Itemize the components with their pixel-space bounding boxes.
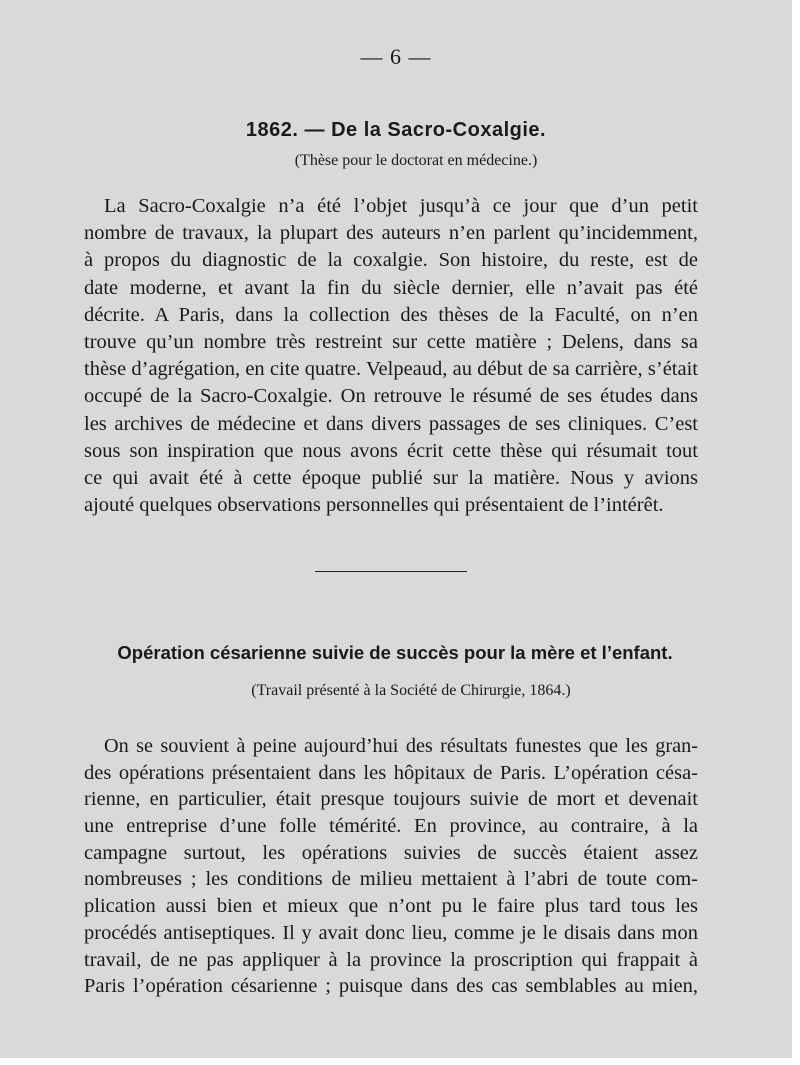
text-line: plication aussi bien et mieux que n’ont pu le faire plus tard tous les [84,895,698,918]
text-line: procédés antiseptiques. Il y avait donc lieu, comme je le disais dans mon [84,921,698,944]
text-line: La Sacro-Coxalgie n’a été l’objet jusqu’à ce jour que d’un petit [104,195,698,217]
paragraph-operation-cesarienne [84,733,698,1000]
text-line: occupé de la Sacro-Coxalgie. On retrouve le résumé de ses études dans [84,385,698,408]
paragraph-sacro-coxalgie [84,193,698,519]
text-line: nombre de travaux, la plupart des auteurs n’en parlent qu’incidemment, [84,222,698,245]
text-line: ce qui avait été à cette époque publié sur la matière. Nous y avions [84,466,698,489]
text-line: des opérations présentaient dans les hôpitaux de Paris. L’opération césa- [84,761,698,784]
text-line: On se souvient à peine aujourd’hui des résultats funestes que les gran- [104,735,698,757]
text-line: thèse d’agrégation, en cite quatre. Velpeaud, au début de sa carrière, s’était [84,358,698,381]
section-heading-sacro-coxalgie: 1862. — De la Sacro-Coxalgie. [245,119,547,141]
text-line: trouve qu’un nombre très restreint sur cette matière ; Delens, dans sa [84,330,698,353]
text-line: ajouté quelques observations personnelles qui présentaient de l’intérêt. [84,494,664,517]
text-line: travail, de ne pas appliquer à la province la proscription qui frappait à [84,948,698,971]
text-line: décrite. A Paris, dans la collection des thèses de la Faculté, on n’en [84,303,698,326]
text-line: date moderne, et avant la fin du siècle dernier, elle n’avait pas été [84,276,698,299]
text-line: à propos du diagnostic de la coxalgie. Son histoire, du reste, est de [84,249,698,272]
section-divider [315,571,467,572]
text-line: sous son inspiration que nous avons écrit cette thèse qui résumait tout [84,439,698,462]
section-subheading-these: (Thèse pour le doctorat en médecine.) [294,152,538,169]
section-heading-operation-cesarienne: Opération césarienne suivie de succès pour la mère et l’enfant. [117,642,673,663]
text-line: rienne, en particulier, était presque toujours suivie de mort et devenait [84,788,698,811]
section-subheading-travail: (Travail présenté à la Société de Chirurgie, 1864.) [251,682,571,699]
text-line: les archives de médecine et dans divers passages de ses cliniques. C’est [84,412,698,435]
text-line: nombreuses ; les conditions de milieu mettaient à l’abri de toute com- [84,868,698,891]
text-line: Paris l’opération césarienne ; puisque dans des cas semblables au mien, [84,975,698,998]
text-line: une entreprise d’une folle témérité. En province, au contraire, à la [84,815,698,838]
text-line: campagne surtout, les opérations suivies de succès étaient assez [84,841,698,864]
page-number: — 6 — [360,44,432,69]
